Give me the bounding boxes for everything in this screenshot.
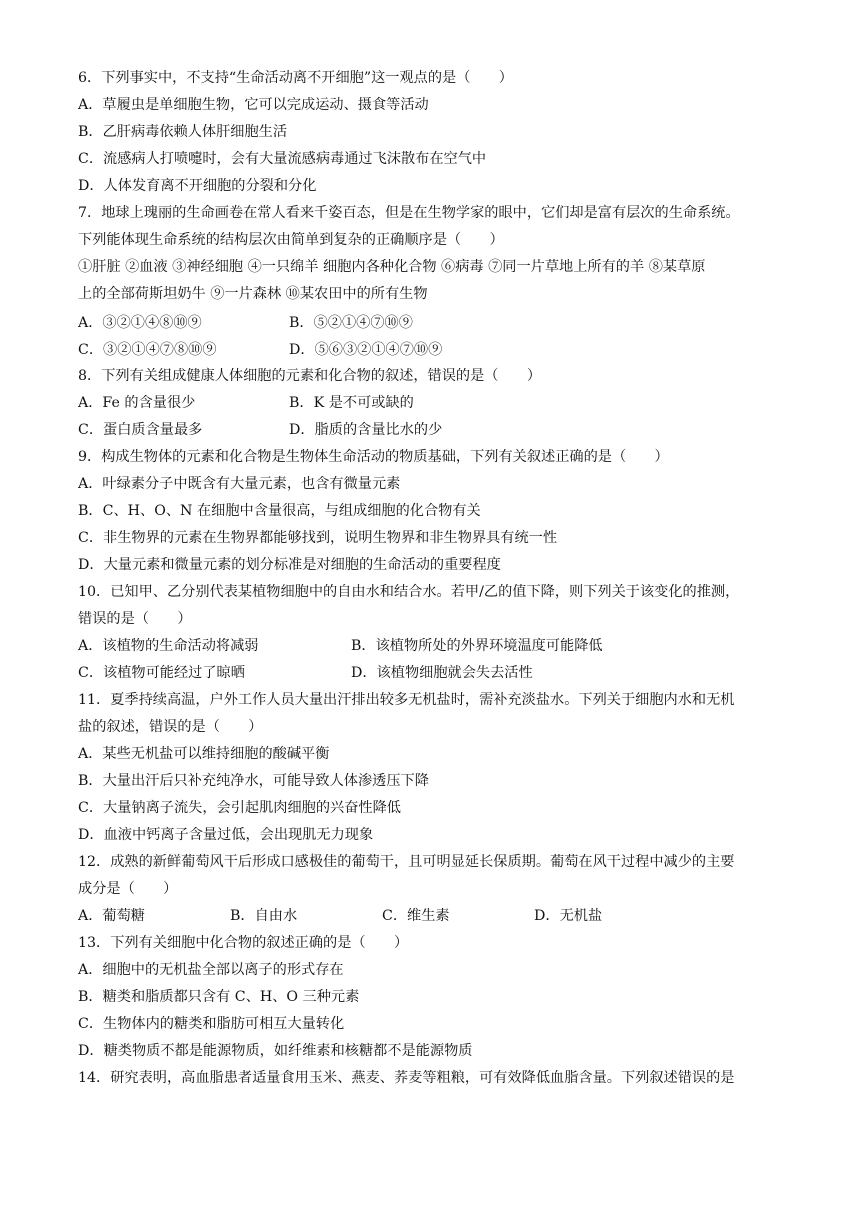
question-7-items-line2: 上的全部荷斯坦奶牛 ⑨一片森林 ⑩某农田中的所有生物 [78,286,428,302]
question-9-option-c: C．非生物界的元素在生物界都能够找到，说明生物界和非生物界具有统一性 [78,530,558,546]
question-11-stem-line1: 11．夏季持续高温，户外工作人员大量出汗排出较多无机盐时，需补充淡盐水。下列关于细胞内水和无机 [78,692,735,708]
question-9-option-a: A．叶绿素分子中既含有大量元素，也含有微量元素 [78,476,401,492]
question-13-option-c: C．生物体内的糖类和脂肪可相互大量转化 [78,1016,345,1032]
question-12-option-b: B．自由水 [230,908,298,924]
question-6-stem: 6．下列事实中，不支持“生命活动离不开细胞”这一观点的是（ ） [78,70,513,86]
question-11-option-c: C．大量钠离子流失，会引起肌肉细胞的兴奋性降低 [78,800,401,816]
question-7-option-a: A．③②①④⑧⑩⑨ [78,315,202,331]
question-6-option-c: C．流感病人打喷嚏时，会有大量流感病毒通过飞沫散布在空气中 [78,151,487,167]
question-11-stem-line2: 盐的叙述，错误的是（ ） [78,719,263,735]
question-9-stem: 9．构成生物体的元素和化合物是生物体生命活动的物质基础，下列有关叙述正确的是（ ） [78,449,669,465]
question-7-option-d: D．⑤⑥③②①④⑦⑩⑨ [289,342,443,358]
question-13-stem: 13．下列有关细胞中化合物的叙述正确的是（ ） [78,935,409,951]
question-6-option-b: B．乙肝病毒依赖人体肝细胞生活 [78,124,288,140]
question-12-option-c: C．维生素 [382,908,450,924]
question-10-stem-line1: 10．已知甲、乙分别代表某植物细胞中的自由水和结合水。若甲/乙的值下降，则下列关于该变化的推测， [78,584,740,600]
question-12-option-d: D．无机盐 [534,908,603,924]
question-12-stem-line2: 成分是（ ） [78,881,178,897]
question-8-option-d: D．脂质的含量比水的少 [289,422,443,438]
question-10-stem-line2: 错误的是（ ） [78,611,192,627]
question-11-option-a: A．某些无机盐可以维持细胞的酸碱平衡 [78,746,330,762]
question-8-option-b: B．K 是不可或缺的 [289,395,414,411]
question-11-option-d: D．血液中钙离子含量过低，会出现肌无力现象 [78,827,374,843]
question-10-option-d: D．该植物细胞就会失去活性 [351,665,533,681]
question-13-option-a: A．细胞中的无机盐全部以离子的形式存在 [78,962,344,978]
question-7-stem-line2: 下列能体现生命系统的结构层次由简单到复杂的正确顺序是（ ） [78,232,504,248]
question-10-option-b: B．该植物所处的外界环境温度可能降低 [351,638,603,654]
question-14-stem-line1: 14．研究表明，高血脂患者适量食用玉米、燕麦、荞麦等粗粮，可有效降低血脂含量。下列叙述错误的是 [78,1070,735,1086]
question-8-option-a: A．Fe 的含量很少 [78,395,196,411]
question-7-stem-line1: 7．地球上瑰丽的生命画卷在常人看来千姿百态，但是在生物学家的眼中，它们却是富有层次的生命系统。 [78,205,740,221]
question-7-items-line1: ①肝脏 ②血液 ③神经细胞 ④一只绵羊 细胞内各种化合物 ⑥病毒 ⑦同一片草地上所有的羊 ⑧某草原 [78,259,706,275]
question-8-option-c: C．蛋白质含量最多 [78,422,203,438]
question-6-option-d: D．人体发育离不开细胞的分裂和分化 [78,178,317,194]
question-6-option-a: A．草履虫是单细胞生物，它可以完成运动、摄食等活动 [78,97,429,113]
question-10-option-a: A．该植物的生命活动将减弱 [78,638,259,654]
question-11-option-b: B．大量出汗后只补充纯净水，可能导致人体渗透压下降 [78,773,429,789]
question-12-option-a: A．葡萄糖 [78,908,145,924]
question-8-stem: 8．下列有关组成健康人体细胞的元素和化合物的叙述，错误的是（ ） [78,368,542,384]
question-9-option-b: B．C、H、O、N 在细胞中含量很高，与组成细胞的化合物有关 [78,503,481,519]
question-10-option-c: C．该植物可能经过了晾晒 [78,665,245,681]
question-13-option-d: D．糖类物质不都是能源物质，如纤维素和核糖都不是能源物质 [78,1043,473,1059]
question-7-option-b: B．⑤②①④⑦⑩⑨ [289,315,413,331]
question-13-option-b: B．糖类和脂质都只含有 C、H、O 三种元素 [78,989,360,1005]
question-9-option-d: D．大量元素和微量元素的划分标准是对细胞的生命活动的重要程度 [78,557,501,573]
question-7-option-c: C．③②①④⑦⑧⑩⑨ [78,342,217,358]
question-12-stem-line1: 12．成熟的新鲜葡萄风干后形成口感极佳的葡萄干，且可明显延长保质期。葡萄在风干过程中减少的主要 [78,854,735,870]
